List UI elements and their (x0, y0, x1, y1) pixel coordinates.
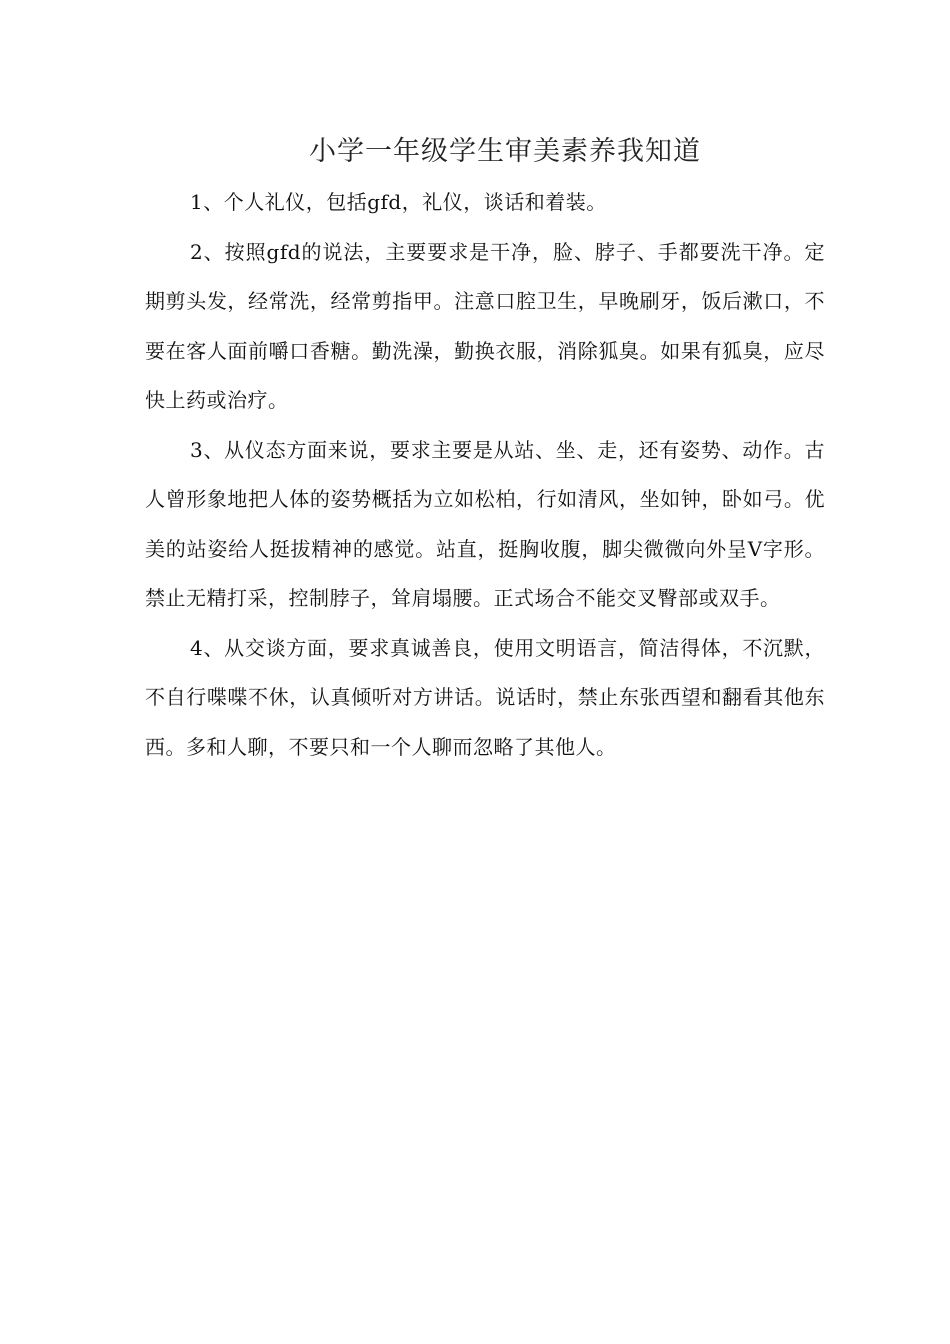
paragraph-3: 3、从仪态方面来说，要求主要是从站、坐、走，还有姿势、动作。古人曾形象地把人体的姿势概括为立如松柏，行如清风，坐如钟，卧如弓。优美的站姿给人挺拔精神的感觉。站直，挺胸收腹，脚尖微微向外呈V字形。禁止无精打采，控制脖子，耸肩塌腰。正式场合不能交叉臀部或双手。 (145, 437, 825, 610)
paragraph-4: 4、从交谈方面，要求真诚善良，使用文明语言，简洁得体，不沉默，不自行喋喋不休，认真倾听对方讲话。说话时，禁止东张西望和翻看其他东西。多和人聊，不要只和一个人聊而忽略了其他人。 (145, 635, 825, 759)
paragraph-2: 2、按照gfd的说法，主要要求是干净，脸、脖子、手都要洗干净。定期剪头发，经常洗，经常剪指甲。注意口腔卫生，早晚刷牙，饭后漱口，不要在客人面前嚼口香糖。勤洗澡，勤换衣服，消除狐臭。如果有狐臭，应尽快上药或治疗。 (145, 239, 825, 412)
paragraph-1: 1、个人礼仪，包括gfd，礼仪，谈话和着装。 (190, 190, 607, 214)
document-body (145, 178, 825, 772)
document-title: 小学一年级学生审美素养我知道 (309, 136, 701, 167)
